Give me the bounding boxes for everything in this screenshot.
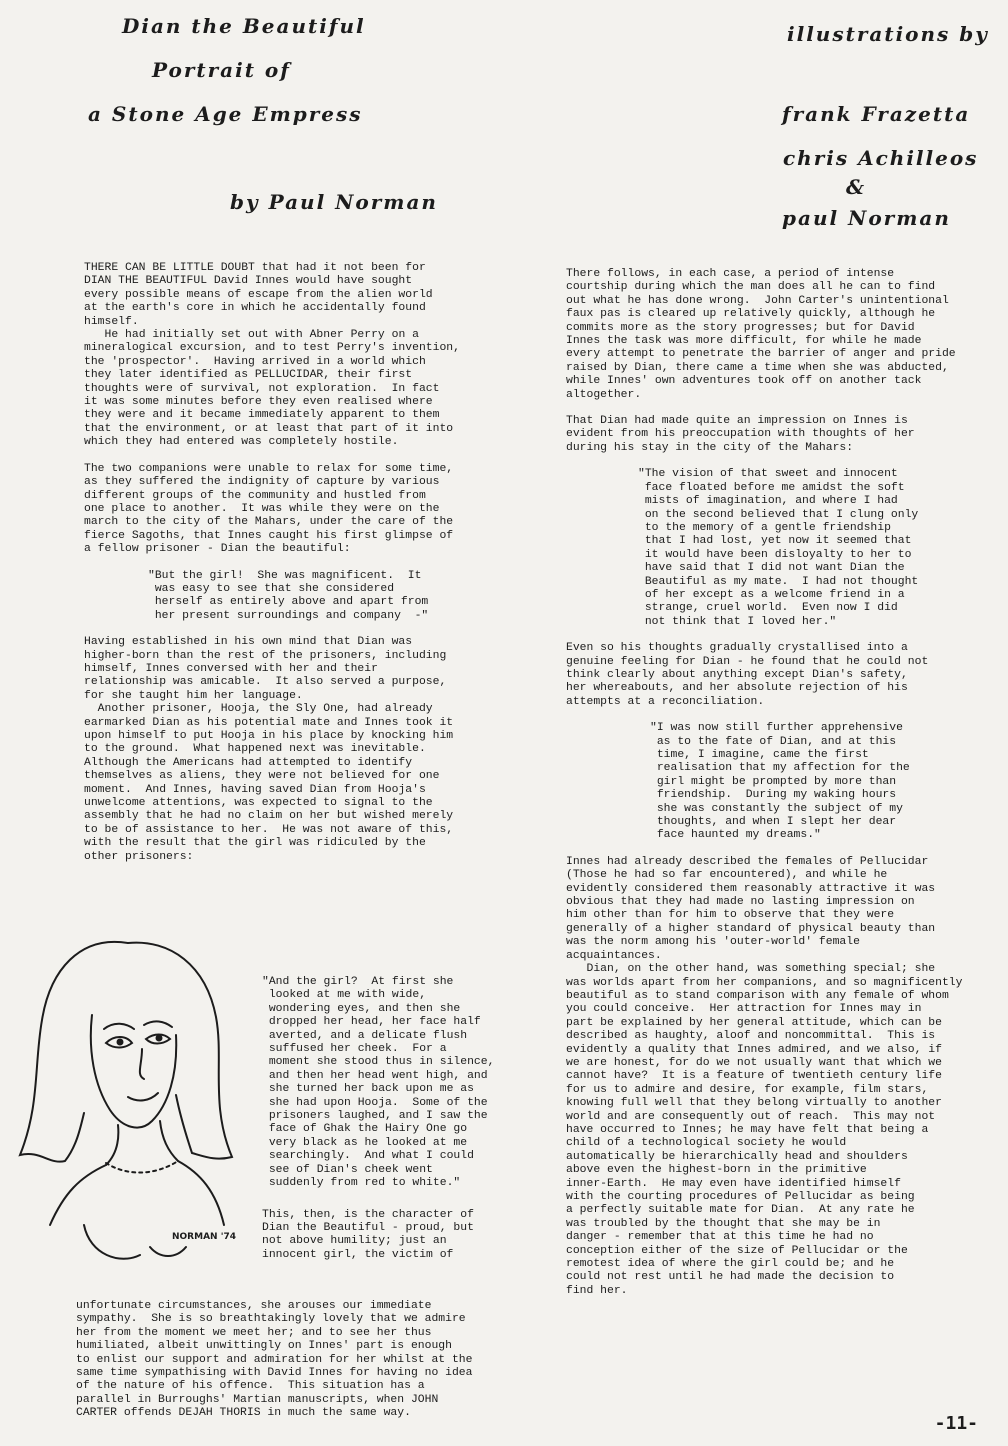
right-paragraph-2: That Dian had made quite an impression on Innes is evident from his preoccupation with thoughts of her during his stay in the city of the Mahars:	[566, 415, 915, 454]
right-pupil	[156, 1035, 163, 1042]
left-brow-path	[104, 1024, 134, 1029]
title-line-1: Dian the Beautiful	[122, 14, 366, 38]
right-paragraph-4: Innes had already described the females of Pellucidar (Those he had so far encountered), and while he evidently considered them reasonably attractive it was obvious that they had made no lasting impression on him other than for him to observe that they were generally of a higher standard of physical beauty than was the norm among his 'outer-world' female acquaintances. Dian, on the other hand, was something special; she was worlds apart from her companions, and so magnificently beautiful as to stand comparison with any female of whom you could conceive. Her attraction for Innes may in part be explained by her general attitude, which can be described as haughty, aloof and noncommittal. This is evidently a quality that Innes admired, and we also, if we are honest, for do we not usually want that which we cannot have? It is a feature of twentieth century life for us to admire and desire, for example, film stars, knowing full well that they belong virtually to another world and are consequently out of reach. This may not have occurred to Innes; he may have felt that being a child of a technological society he would automatically be hierarchically head and shoulders above even the highest-born in the primitive inner-Earth. He may even have identified himself with the courting procedures of Pellucidar as being a perfectly suitable mate for Dian. At any rate he was troubled by the thought that she may be in danger - remember that at this time he had no conception either of the size of Pellucidar or the remotest idea of where the girl could be; and he could not rest until he had made the decision to find her.	[566, 855, 963, 1297]
dian-portrait-illustration	[10, 925, 260, 1315]
right-quote-2: "I was now still further apprehensive as to the fate of Dian, and at this time, I imagine, came the first realisation that my affection for the girl might be prompted by more than friendship. During my waking hours she was constantly the subject of my thoughts, and when I slept her dear face haunted my dreams."	[650, 722, 910, 842]
illustrations-label: illustrations by	[787, 22, 989, 46]
right-column	[566, 268, 986, 1298]
shoulder-left-path	[50, 1165, 106, 1225]
left-column	[84, 262, 504, 877]
left-paragraph-4-block	[76, 1300, 516, 1421]
right-quote-1: "The vision of that sweet and innocent face floated before me amidst the soft mists of imagination, and where I had on the second believed that I clung only to the memory of a gentle friendship that I had lost, yet now it seemed that it would have been disloyalty to her to have said that I did not want Dian the Beautiful as my mate. I had not thought of her except as a welcome friend in a strange, cruel world. Even now I did not think that I loved her."	[638, 468, 919, 628]
title-line-2: Portrait of	[152, 58, 291, 82]
artist-signature: NORMAN '74	[172, 1232, 236, 1242]
nose-path	[140, 1049, 144, 1079]
ampersand: &	[846, 175, 867, 199]
necklace-path	[106, 1161, 178, 1173]
left-paragraph-4a: This, then, is the character of Dian the Beautiful - proud, but not above humility; just an innocent girl, the victim of	[262, 1208, 474, 1261]
figure-detail-path	[84, 1225, 186, 1259]
hair-outline-path	[20, 942, 128, 1162]
title-line-3: a Stone Age Empress	[88, 102, 363, 126]
left-quote-2-block	[262, 976, 512, 1262]
left-pupil	[117, 1039, 124, 1046]
left-paragraph-3: Having established in his own mind that Dian was higher-born than the rest of the prisoners, including himself, Innes conversed with her and their relationship was amicable. It also served a purpose, for she taught him her language. Another prisoner, Hooja, the Sly One, had already earmarked Dian as his potential mate and Innes took it upon himself to put Hooja in his place by knocking him to the ground. What happened next was inevitable. Although the Americans had attempted to identify themselves as aliens, they were not believed for one moment. And Innes, having saved Dian from Hooja's unwelcome attentions, was expected to signal to the assembly that he had no claim on her but wished merely to be of assistance to her. He was not aware of this, with the result that the girl was ridiculed by the other prisoners:	[84, 636, 454, 863]
right-paragraph-1: There follows, in each case, a period of intense courtship during which the man does all he can to find out what he has done wrong. John Carter's unintentional faux pas is cleared up relatively quickly, although he commits more as the story progresses; but for David Innes the task was more difficult, for while he made every attempt to penetrate the barrier of anger and pride raised by Dian, there came a time when she was abducted, while Innes' own adventures took off on another tack altogether.	[566, 268, 956, 401]
right-paragraph-3: Even so his thoughts gradually crystallised into a genuine feeling for Dian - he found that he could not think clearly about anything except Dian's safety, her whereabouts, and her absolute rejection of his attempts at a reconciliation.	[566, 642, 929, 708]
left-quote-2: "And the girl? At first she looked at me with wide, wondering eyes, and then she dropped her head, her face half averted, and a delicate flush suffused her cheek. For a moment she stood thus in silence, and then her head went high, and she turned her back upon me as she had upon Hooja. Some of the prisoners laughed, and I saw the face of Ghak the Hairy One go very black as he looked at me searchingly. And what I could see of Dian's cheek went suddenly from red to white."	[262, 976, 495, 1190]
shoulder-right-path	[178, 1161, 224, 1225]
face-outline-path	[91, 1015, 176, 1128]
page-number: -11-	[934, 1413, 978, 1434]
byline: by Paul Norman	[230, 190, 438, 214]
left-paragraph-4b: unfortunate circumstances, she arouses our immediate sympathy. She is so breathtakingly lovely that we admire her from the moment we meet her; and to see her thus humiliated, albeit unwittingly on Innes' part is enough to enlist our support and admiration for her whilst at the same time sympathising with David Innes for having no idea of the nature of his offence. This situation has a parallel in Burroughs' Martian manuscripts, when JOHN CARTER offends DEJAH THORIS in much the same way.	[76, 1300, 473, 1420]
illustrator-norman: paul Norman	[782, 206, 951, 230]
illustrator-achilleos: chris Achilleos	[783, 146, 979, 170]
mouth-path	[128, 1093, 158, 1100]
right-brow-path	[144, 1021, 172, 1027]
left-paragraph-1: THERE CAN BE LITTLE DOUBT that had it not been for DIAN THE BEAUTIFUL David Innes would have sought every possible means of escape from the alien world at the earth's core in which he accidentally found himself. He had initially set out with Abner Perry on a mineralogical excursion, and to test Perry's invention, the 'prospector'. Having arrived in a world which they later identified as PELLUCIDAR, their first thoughts were of survival, not exploration. In fact it was some minutes before they even realised where they were and it became immediately apparent to them that the environment, or at least that part of it into which they had entered was completely hostile.	[84, 262, 460, 449]
left-quote-1: "But the girl! She was magnificent. It was easy to see that she considered herself as entirely above and apart from her present surroundings and company -"	[148, 569, 429, 622]
left-paragraph-2: The two companions were unable to relax for some time, as they suffered the indignity of capture by various different groups of the community and hustled from one place to another. It was while they were on the march to the city of the Mahars, under the care of the fierce Sagoths, that Innes caught his first glimpse of a fellow prisoner - Dian the beautiful:	[84, 462, 454, 556]
illustrator-frazetta: frank Frazetta	[782, 102, 971, 126]
